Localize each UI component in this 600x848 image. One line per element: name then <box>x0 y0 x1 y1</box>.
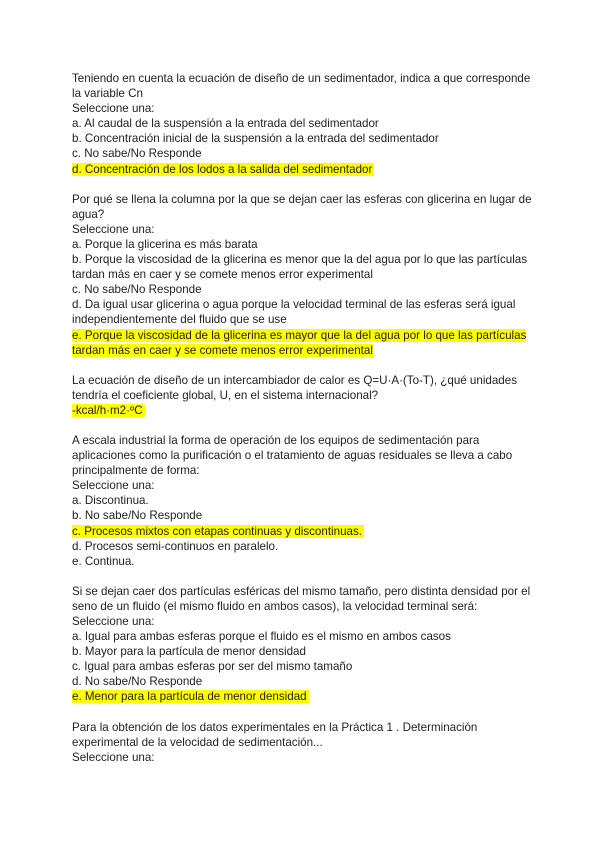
question-4-option-c-highlighted: c. Procesos mixtos con etapas continuas y discontinuas. <box>72 524 362 538</box>
question-2-option-b: b. Porque la viscosidad de la glicerina es menor que la del agua por lo que las partículas tardan más en caer y se comete menos error experimental <box>72 253 528 282</box>
document-content <box>72 71 542 780</box>
question-5-option-c: c. Igual para ambas esferas por ser del mismo tamaño <box>72 660 353 674</box>
question-4-option-b: b. No sabe/No Responde <box>72 509 203 523</box>
question-4-instruction: Seleccione una: <box>72 479 155 493</box>
question-2-option-a: a. Porque la glicerina es más barata <box>72 237 258 251</box>
question-6-instruction: Seleccione una: <box>72 750 155 764</box>
question-4-option-d: d. Procesos semi-continuos en paralelo. <box>72 539 279 553</box>
question-1-option-d-highlighted: d. Concentración de los lodos a la salida del sedimentador <box>72 162 373 176</box>
question-4-option-a: a. Discontinua. <box>72 494 149 508</box>
question-4-prompt: A escala industrial la forma de operación de los equipos de sedimentación para aplicaciones como la purificación o el tratamiento de aguas residuales se lleva a cabo principalmente de forma: <box>72 433 513 478</box>
question-5 <box>72 584 542 705</box>
question-2-option-d: d. Da igual usar glicerina o agua porque la velocidad terminal de las esferas será igual independientemente del fluido que se use <box>72 298 516 327</box>
question-1-option-a: a. Al caudal de la suspensión a la entrada del sedimentador <box>72 117 379 131</box>
question-5-instruction: Seleccione una: <box>72 615 155 628</box>
question-1 <box>72 71 542 177</box>
question-6 <box>72 720 542 765</box>
question-1-prompt: Teniendo en cuenta la ecuación de diseño de un sedimentador, indica a que corresponde la variable Cn <box>72 72 531 101</box>
question-5-option-a: a. Igual para ambas esferas porque el fluido es el mismo en ambos casos <box>72 630 451 644</box>
question-5-option-b: b. Mayor para la partícula de menor densidad <box>72 645 306 659</box>
question-2-prompt: Por qué se llena la columna por la que se dejan caer las esferas con glicerina en lugar de agua? <box>72 192 532 221</box>
question-2-instruction: Seleccione una: <box>72 222 155 236</box>
question-5-option-e-highlighted: e. Menor para la partícula de menor densidad <box>72 690 307 704</box>
question-5-option-d: d. No sabe/No Responde <box>72 675 203 689</box>
question-2-option-c: c. No sabe/No Responde <box>72 283 202 297</box>
question-2 <box>72 192 542 358</box>
question-3-prompt: La ecuación de diseño de un intercambiador de calor es Q=U·A·(To-T), ¿qué unidades tendría el coeficiente global, U, en el sistema internacional? <box>72 373 517 402</box>
question-4-option-e: e. Continua. <box>72 554 135 568</box>
question-3-answer-highlighted: -kcal/h·m2·ºC <box>72 403 143 417</box>
question-6-prompt: Para la obtención de los datos experimentales en la Práctica 1 . Determinación experimental de la velocidad de sedimentación... <box>72 720 478 749</box>
question-2-option-e-highlighted: e. Porque la viscosidad de la glicerina es mayor que la del agua por lo que las partículas tardan más en caer y se comete menos error experimental <box>72 328 527 357</box>
question-1-option-b: b. Concentración inicial de la suspensión a la entrada del sedimentador <box>72 132 439 146</box>
question-3 <box>72 373 542 418</box>
question-5-prompt: Si se dejan caer dos partículas esféricas del mismo tamaño, pero distinta densidad por el seno de un fluido (el mismo fluido en ambos casos), la velocidad terminal será: <box>72 584 531 613</box>
question-4 <box>72 433 542 569</box>
question-1-option-c: c. No sabe/No Responde <box>72 147 202 161</box>
question-1-instruction: Seleccione una: <box>72 102 155 116</box>
